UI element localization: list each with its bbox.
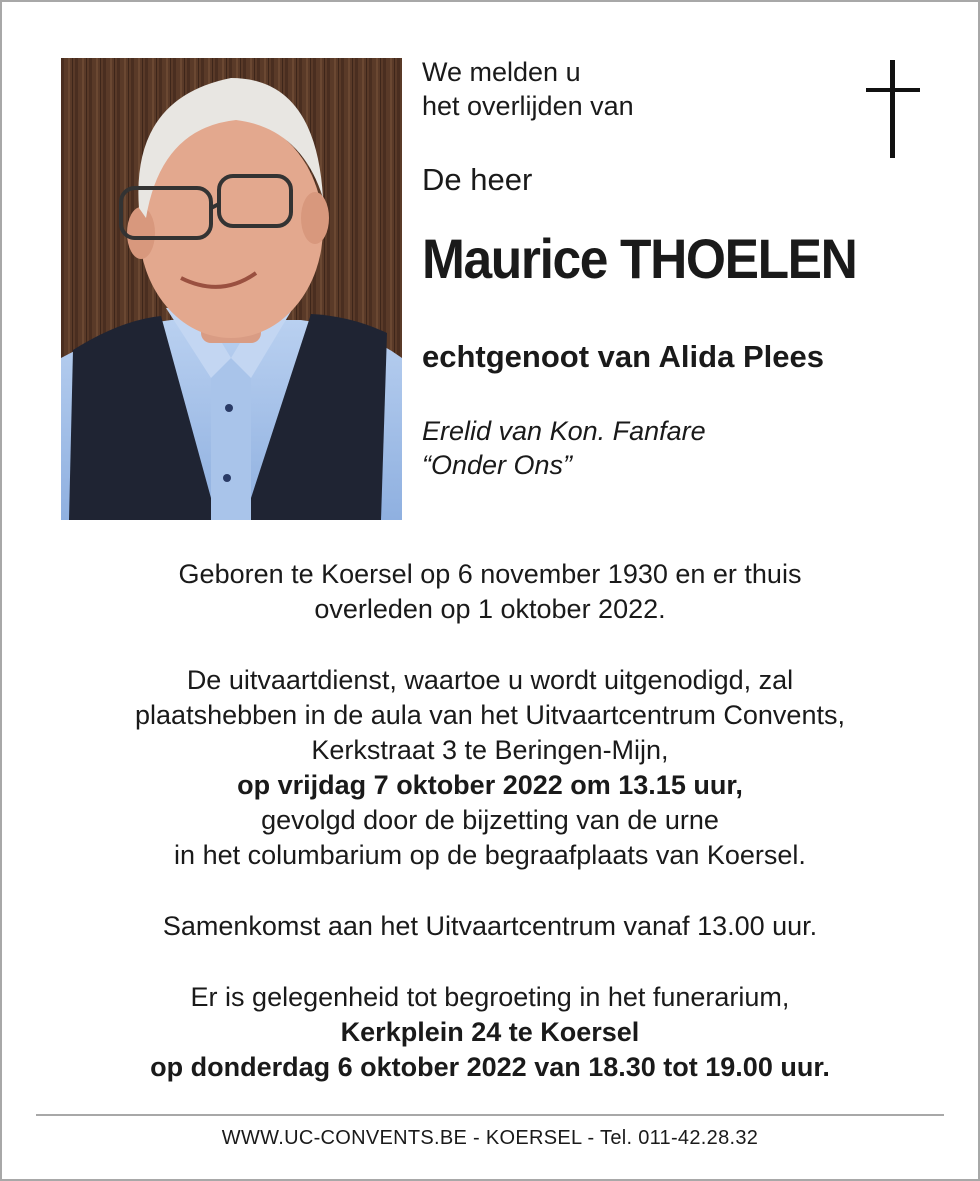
honorific: De heer: [422, 162, 533, 197]
spouse-line: echtgenoot van Alida Plees: [422, 339, 824, 374]
text-line: in het columbarium op de begraafplaats van Koersel.: [174, 840, 806, 870]
honor-line: “Onder Ons”: [422, 450, 573, 480]
service-date: op vrijdag 7 oktober 2022 om 13.15 uur,: [237, 770, 743, 800]
intro-line: het overlijden van: [422, 91, 634, 121]
service-paragraph: [0, 663, 980, 873]
birth-death-paragraph: [0, 557, 980, 627]
text-line: Kerkstraat 3 te Beringen-Mijn,: [311, 735, 669, 765]
footer-contact: WWW.UC-CONVENTS.BE - KOERSEL - Tel. 011-42.28.32: [221, 1127, 759, 1149]
deceased-name: Maurice THOELEN: [422, 227, 857, 290]
text-line: gevolgd door de bijzetting van de urne: [261, 805, 719, 835]
text-line: Geboren te Koersel op 6 november 1930 en er thuis: [178, 559, 802, 589]
honor-text: [422, 414, 706, 482]
text-line: overleden op 1 oktober 2022.: [314, 594, 666, 624]
text-line: Samenkomst aan het Uitvaartcentrum vanaf 13.00 uur.: [162, 911, 818, 941]
portrait-photo: [61, 58, 402, 520]
text-line: De uitvaartdienst, waartoe u wordt uitgenodigd, zal: [186, 665, 794, 695]
visitation-date: op donderdag 6 oktober 2022 van 18.30 tot 19.00 uur.: [150, 1052, 830, 1082]
intro-text: [422, 55, 634, 123]
visitation-paragraph: [0, 980, 980, 1085]
footer-divider: [36, 1114, 944, 1116]
visitation-address: Kerkplein 24 te Koersel: [340, 1017, 640, 1047]
honor-line: Erelid van Kon. Fanfare: [422, 416, 706, 446]
gathering-paragraph: [0, 909, 980, 944]
text-line: plaatshebben in de aula van het Uitvaartcentrum Convents,: [135, 700, 845, 730]
intro-line: We melden u: [422, 57, 581, 87]
text-line: Er is gelegenheid tot begroeting in het funerarium,: [190, 982, 790, 1012]
cross-icon: [862, 60, 924, 165]
